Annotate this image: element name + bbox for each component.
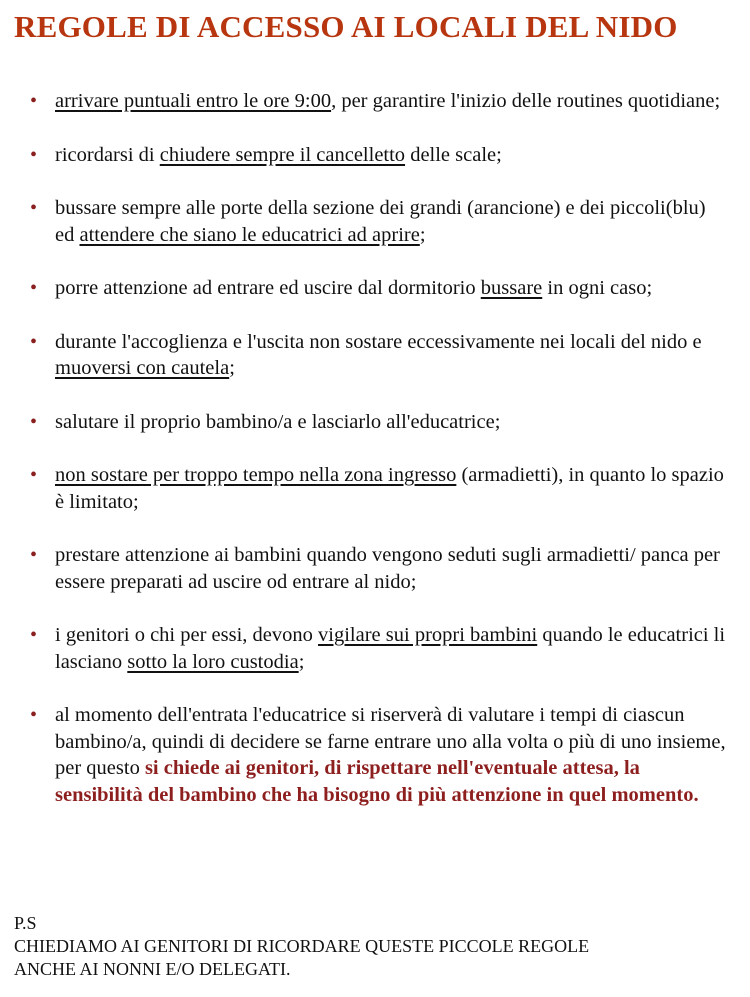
postscript-line: CHIEDIAMO AI GENITORI DI RICORDARE QUESTE PICCOLE REGOLE — [14, 936, 590, 956]
rule-underlined-text: arrivare puntuali entro le ore 9:00 — [55, 90, 332, 112]
rule-text: salutare il proprio bambino/a e lasciarlo all'educatrice; — [55, 410, 501, 433]
rule-text: prestare attenzione ai bambini quando vengono seduti sugli armadietti/ panca per essere preparati ad uscire od entrare al nido; — [55, 544, 720, 593]
bullet-icon: • — [30, 544, 38, 566]
rules-list — [30, 88, 730, 835]
list-item — [30, 275, 730, 302]
rule-text: , per garantire l'inizio delle routines quotidiane; — [331, 90, 721, 112]
rule-text: (armadietti), in quanto lo spazio è limitato; — [55, 464, 724, 513]
rule-text: durante l'accoglienza e l'uscita non sostare eccessivamente nei locali del nido e — [55, 330, 702, 353]
bullet-icon: • — [30, 277, 38, 299]
rule-text: quando le educatrici li lasciano — [55, 624, 726, 673]
page-title: REGOLE DI ACCESSO AI LOCALI DEL NIDO — [14, 9, 678, 44]
rule-underlined-text: sotto la loro custodia — [127, 650, 299, 673]
rule-text: porre attenzione ad entrare ed uscire dal dormitorio — [55, 277, 481, 299]
rule-emphasis-text: si chiede ai genitori, di rispettare nell'eventuale attesa, la sensibilità del bambino che ha bisogno di più attenzione in quel momento. — [55, 757, 699, 806]
rule-text: ricordarsi di — [55, 143, 160, 166]
bullet-icon: • — [30, 410, 38, 433]
bullet-icon: • — [30, 90, 38, 112]
postscript-label: P.S — [14, 913, 37, 933]
postscript-line: ANCHE AI NONNI E/O DELEGATI. — [14, 959, 291, 979]
bullet-icon: • — [30, 143, 38, 166]
bullet-icon: • — [30, 464, 38, 486]
list-item — [30, 329, 730, 382]
rule-underlined-text: non sostare per troppo tempo nella zona ingresso — [55, 464, 457, 486]
rule-underlined-text: vigilare sui propri bambini — [318, 624, 538, 646]
rule-underlined-text: chiudere sempre il cancelletto — [159, 143, 406, 166]
list-item — [30, 622, 730, 675]
rule-underlined-text: muoversi con cautela — [55, 357, 230, 379]
rule-text: in ogni caso; — [542, 277, 653, 299]
bullet-icon: • — [30, 624, 38, 646]
rule-text: bussare sempre alle porte della sezione dei grandi (arancione) e dei piccoli(blu) ed — [55, 197, 706, 246]
rule-text: al momento dell'entrata l'educatrice si riserverà di valutare i tempi di ciascun bambino/a, quindi di decidere se farne entrare uno alla volta o più di uno insieme, per questo — [55, 704, 726, 779]
list-item — [30, 702, 730, 808]
postscript — [14, 912, 744, 981]
bullet-icon: • — [30, 197, 38, 219]
rule-text: ; — [419, 223, 426, 246]
rule-underlined-text: attendere che siano le educatrici ad aprire — [79, 223, 420, 246]
rule-text: ; — [298, 650, 305, 673]
list-item — [30, 142, 730, 169]
rule-text: delle scale; — [405, 143, 502, 166]
rule-underlined-text: bussare — [480, 277, 543, 299]
rule-text: i genitori o chi per essi, devono — [55, 624, 319, 646]
list-item — [30, 542, 730, 595]
list-item — [30, 462, 730, 515]
list-item — [30, 88, 730, 115]
list-item — [30, 195, 730, 248]
bullet-icon: • — [30, 330, 38, 353]
list-item — [30, 409, 730, 436]
rule-text: ; — [229, 357, 235, 379]
bullet-icon: • — [30, 704, 38, 726]
